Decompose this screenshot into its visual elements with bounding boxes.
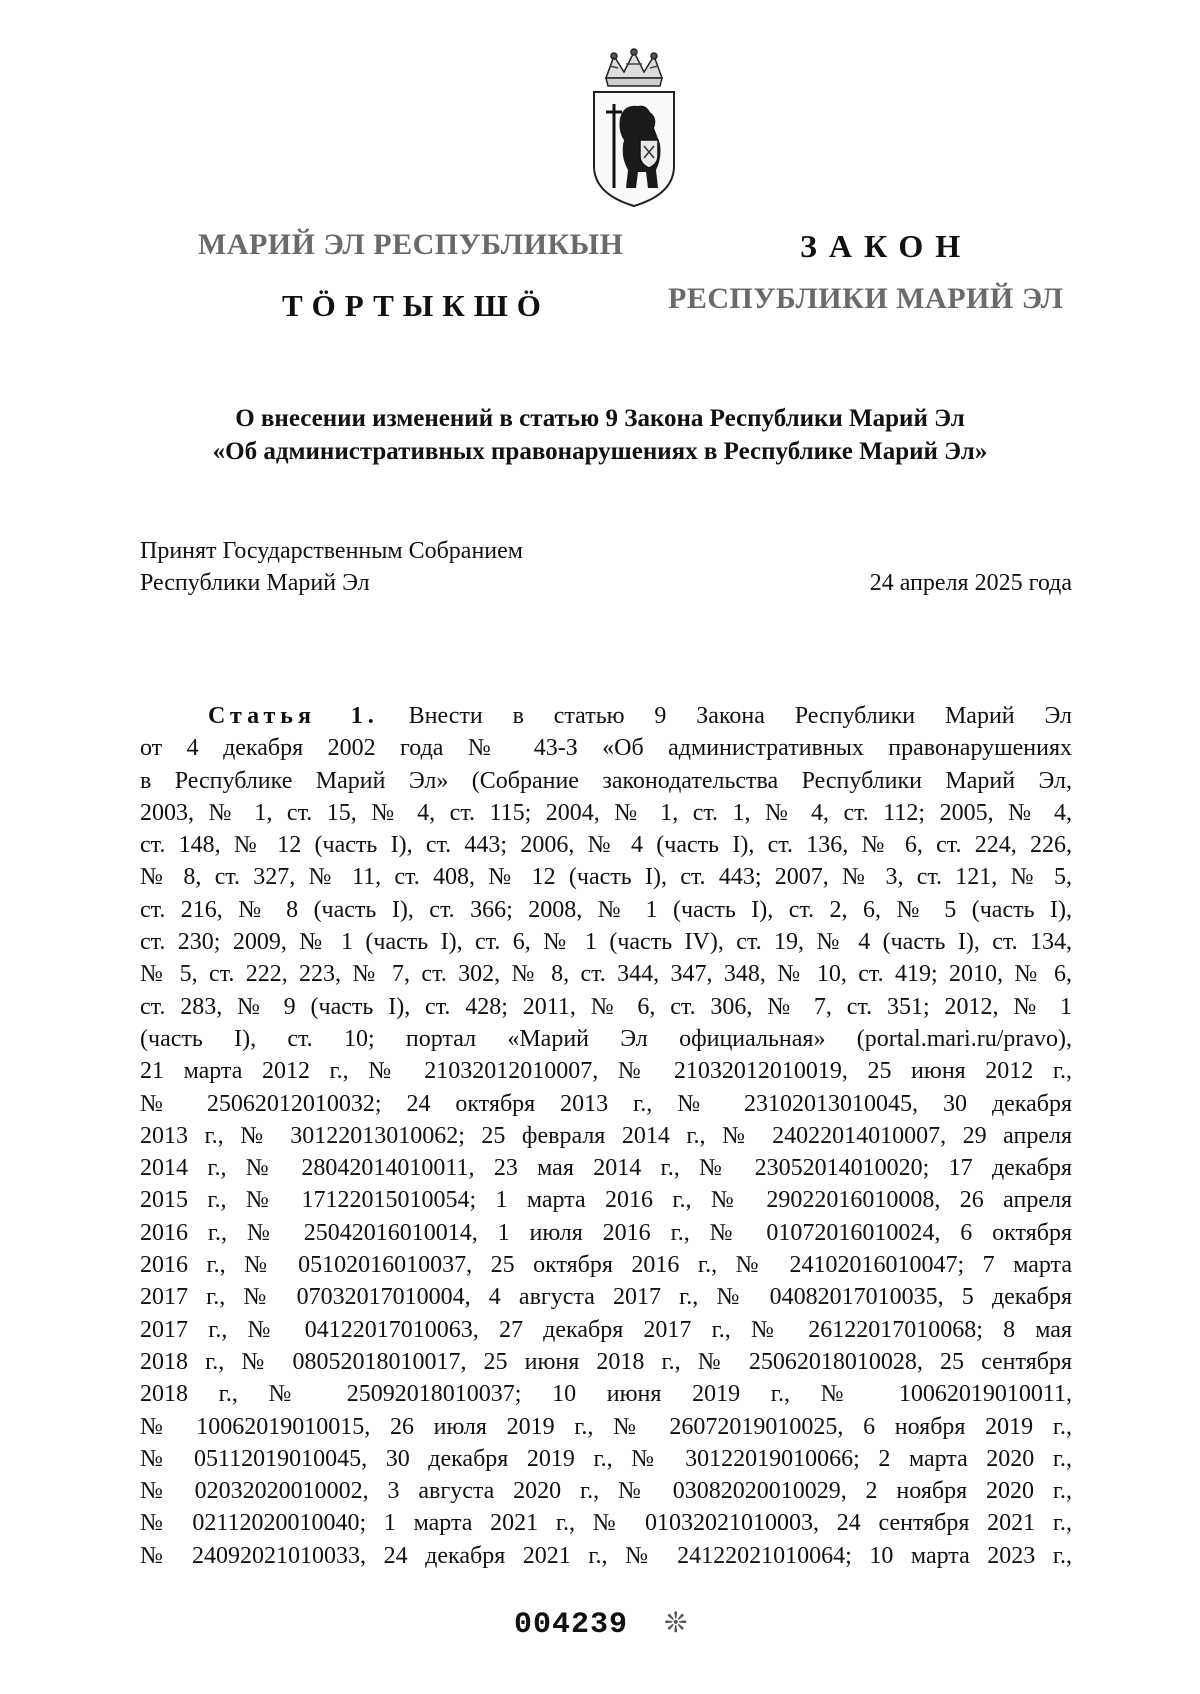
article-line: № 25062012010032; 24 октября 2013 г., № 23102013010045, 30 декабря <box>140 1090 1072 1117</box>
law-title <box>140 402 1060 468</box>
article-line: 2016 г., № 25042016010014, 1 июля 2016 г., № 01072016010024, 6 октября <box>140 1219 1072 1246</box>
article-line: ст. 283, № 9 (часть I), ст. 428; 2011, № 6, ст. 306, № 7, ст. 351; 2012, № 1 <box>140 993 1072 1020</box>
article-line: 2017 г., № 07032017010004, 4 августа 2017 г., № 04082017010035, 5 декабря <box>140 1284 1072 1311</box>
article-line: 2017 г., № 04122017010063, 27 декабря 2017 г., № 26122017010068; 8 мая <box>140 1316 1072 1343</box>
article-line: № 02112020010040; 1 марта 2021 г., № 01032021010003, 24 сентября 2021 г., <box>140 1510 1072 1537</box>
article-line: ст. 230; 2009, № 1 (часть I), ст. 6, № 1 (часть IV), ст. 19, № 4 (часть I), ст. 134, <box>140 929 1072 956</box>
article-line <box>140 700 1072 732</box>
article-line: № 8, ст. 327, № 11, ст. 408, № 12 (часть I), ст. 443; 2007, № 3, ст. 121, № 5, <box>140 864 1072 891</box>
article-line: 21 марта 2012 г., № 21032012010007, № 21032012010019, 25 июня 2012 г., <box>140 1058 1072 1085</box>
article-label: Статья 1. <box>208 703 379 729</box>
article-line: № 24092021010033, 24 декабря 2021 г., № 24122021010064; 10 марта 2023 г., <box>140 1542 1072 1569</box>
article-line: № 05112019010045, 30 декабря 2019 г., № 30122019010066; 2 марта 2020 г., <box>140 1445 1072 1472</box>
law-title-line1: О внесении изменений в статью 9 Закона Республики Марий Эл <box>235 405 965 432</box>
article-line: от 4 декабря 2002 года № 43-З «Об административных правонарушениях <box>140 735 1072 762</box>
article-line: 2013 г., № 30122013010062; 25 февраля 2014 г., № 24022014010007, 29 апреля <box>140 1122 1072 1149</box>
article-line: № 02032020010002, 3 августа 2020 г., № 03082020010029, 2 ноября 2020 г., <box>140 1478 1072 1505</box>
article-line: № 10062019010015, 26 июля 2019 г., № 26072019010025, 6 ноября 2019 г., <box>140 1413 1072 1440</box>
adopted-by-line2: Республики Марий Эл <box>140 570 370 596</box>
article-line: 2018 г., № 25092018010037; 10 июня 2019 г., № 10062019010011, <box>140 1381 1072 1408</box>
header-right-line1: ЗАКОН <box>800 228 973 264</box>
header-right-line2: РЕСПУБЛИКИ МАРИЙ ЭЛ <box>668 282 1064 315</box>
article-line: ст. 148, № 12 (часть I), ст. 443; 2006, № 4 (часть I), ст. 136, № 6, ст. 224, 226, <box>140 832 1072 859</box>
article-line: ст. 216, № 8 (часть I), ст. 366; 2008, № 1 (часть I), ст. 2, 6, № 5 (часть I), <box>140 896 1072 923</box>
article-line: 2014 г., № 28042014010011, 23 мая 2014 г., № 23052014010020; 17 декабря <box>140 1155 1072 1182</box>
header-left-line2: ТӦРТЫКШӦ <box>282 288 550 323</box>
article-body <box>140 700 1072 1572</box>
article-line: 2018 г., № 08052018010017, 25 июня 2018 г., № 25062018010028, 25 сентября <box>140 1348 1072 1375</box>
article-line: 2003, № 1, ст. 15, № 4, ст. 115; 2004, № 1, ст. 1, № 4, ст. 112; 2005, № 4, <box>140 799 1072 826</box>
header-left-line1: МАРИЙ ЭЛ РЕСПУБЛИКЫН <box>198 228 624 261</box>
coat-of-arms-emblem <box>580 48 688 210</box>
serial-mark-icon: ❊ <box>664 1608 688 1639</box>
adopted-by-line1: Принят Государственным Собранием <box>140 538 523 564</box>
article-line: (часть I), ст. 10; портал «Марий Эл официальная» (portal.mari.ru/pravo), <box>140 1025 1072 1052</box>
article-line-text: Внести в статью 9 Закона Республики Марий Эл <box>408 703 1072 729</box>
law-title-line2: «Об административных правонарушениях в Республике Марий Эл» <box>212 438 988 465</box>
adoption-date: 24 апреля 2025 года <box>869 570 1072 596</box>
article-line: 2016 г., № 05102016010037, 25 октября 2016 г., № 24102016010047; 7 марта <box>140 1252 1072 1279</box>
article-line: в Республике Марий Эл» (Собрание законодательства Республики Марий Эл, <box>140 767 1072 794</box>
article-line: 2015 г., № 17122015010054; 1 марта 2016 г., № 29022016010008, 26 апреля <box>140 1187 1072 1214</box>
document-serial-number: 004239 <box>514 1608 629 1642</box>
article-line: № 5, ст. 222, 223, № 7, ст. 302, № 8, ст. 344, 347, 348, № 10, ст. 419; 2010, № 6, <box>140 961 1072 988</box>
